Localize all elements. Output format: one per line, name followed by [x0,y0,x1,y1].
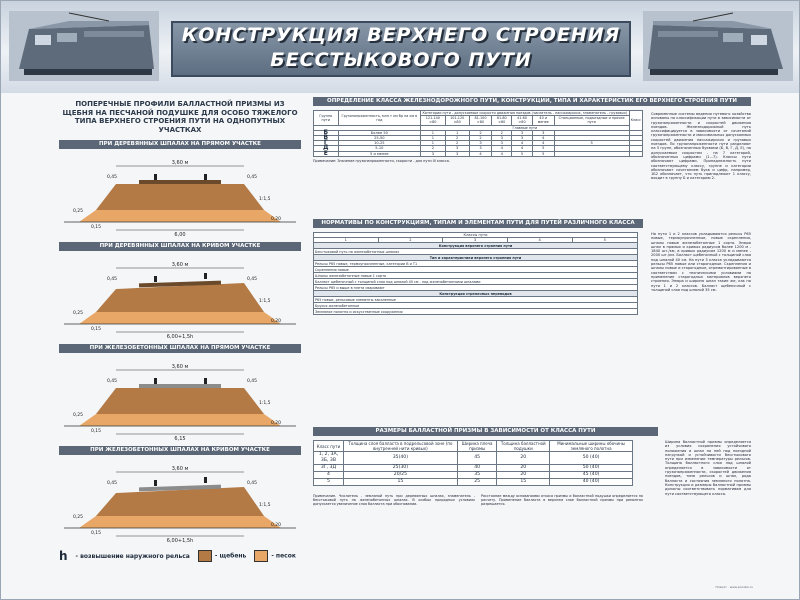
ballast-note-left: Примечание. Числитель - земляной путь при деревянных шпалах, знаменатель - бесстыковой путь на железобетонных шпалах. В особых природных условиях допускается увеличение слоя балласта при обосновании. [313,494,475,506]
row-load: 25-50 [338,136,421,141]
title-line-1: КОНСТРУКЦИЯ ВЕРХНЕГО СТРОЕНИЯ [181,24,621,46]
norms-row-text: Рельсы Р65 новые, термоупрочненные, категории В и Т1 [314,261,638,267]
norms-row-text: Рельсы Р65 и выше в плети сваривают [314,285,638,291]
ballast-cell: 20 [497,472,550,479]
profile-heading: ПРИ ДЕРЕВЯННЫХ ШПАЛАХ НА ПРЯМОМ УЧАСТКЕ [59,140,301,149]
row-value: 4 [492,146,512,151]
dim-side-right: 0,45 [247,277,258,282]
class-side-text: Современные системы ведения путевого хозяйства основаны на классификации пути в зависимости от грузонапряженности и скоростей движения поездов. Железнодорожный путь классифицируется в зависимости от сочетаний грузонапряженности и максимальных допускаемых скоростей движения пассажирских и грузовых поездов. По грузонапряженности пути разделяют на 5 групп, обозначенных буквами (Б, В, Г, Д, Е), по допускаемым скоростям - на 7 категорий, обозначенных цифрами (1...7). Классы пути обозначают цифрами. Принадлежность пути соответствующему классу, группе и категории обозначают сочетанием букв и цифр, например, 1Б2 обозначает, что путь принадлежит 1 классу, входит в группу Б и категорию 2. [651,112,751,181]
ballast-cell: 3Г, 3Д [314,465,344,472]
ballast-side-text: Ширина балластной призмы определяется из условия сохранения устойчивого положения и шпал на ней под поездной нагрузкой и устойчивости бесстыкового пути при изменении температуры рельсов. Толщина балластного слоя под шпалой определяется в зависимости от грузонапряженности, скоростей движения поездов, типа рельсов и шпал, рода балласта и состояния земляного полотна. Конструкция и размеры балластной призмы должны соответствовать нормативам для пути соответствующего класса. [665,440,751,496]
row-value: 3 [469,141,491,146]
row-value: 5 [554,141,629,146]
ballast-row [314,472,633,479]
row-value: 3 [492,136,512,141]
legend [59,545,309,567]
row-value: 5 [532,146,554,151]
row-value: 3 [445,151,469,156]
legend-h-symbol: h [59,549,68,563]
dim-sand: 0,20 [271,421,282,426]
dim-h1: 0,15 [91,327,102,332]
gravel-label: - щебень [214,552,247,560]
row-value: 3 [469,146,491,151]
ballast-cell: 20 [497,452,550,465]
dim-h1: 0,15 [91,531,102,536]
norms-row-text: Брусья железобетонные [314,303,638,309]
dim-sand: 0,20 [271,217,282,222]
row-group: В [314,136,339,141]
ballast-cell: 25 [457,479,496,486]
profiles-column [59,97,301,557]
title-line-2: БЕССТЫКОВОГО ПУТИ [270,49,532,71]
ballast-header: Толщина балластной подушки [497,441,550,452]
norms-table [313,232,638,315]
ballast-cell: 20/25 [343,472,457,479]
ballast-cell: 45 (40) [550,472,633,479]
profiles-list [59,140,301,546]
ballast-section [313,427,751,506]
sleeper [139,180,221,184]
ballast-cell: 15 [497,479,550,486]
row-value: 2 [469,130,491,135]
ballast-cell: 40 (40) [550,479,633,486]
rail [204,273,207,279]
rail [204,378,207,384]
row-group: Д [314,146,339,151]
col-class: Класс [629,111,642,131]
class-note: Примечание: Значение грузонапряженности, скорости - для пути III класса. [313,158,450,163]
norms-side-text: На пути 1 и 2 классов укладываются рельсы Р65 новые, термоупрочненные, новые скрепления, шпалы новые железобетонные 1 сорта. Эпюра шпал в прямых и кривых радиусом более 1200 м - 1840 шт./км, в кривых радиусом 1200 м и менее - 2000 шт./км. Балласт щебеночный с толщиной слоя под шпалой 40 см. На пути 3 класса укладываются рельсы Р65 новые или старогодные. Скрепления и шпалы новые и старогодные, отремонтированные в соответствии с техническими условиями на применение старогодных материалов верхнего строения. Эпюра и ширина шпал такие же, как на пути 1 и 2 классов. Балласт щебеночный с толщиной слоя под шпалой 35 см. [651,232,751,292]
gravel-layer [96,283,264,312]
gravel-layer [96,487,264,516]
dim-h1: 0,15 [91,225,102,230]
norms-class-col: 3 [443,238,508,243]
profile-4 [59,446,301,546]
dim-top-label: 3,60 м [171,262,189,268]
ballast-cell: 5 [314,479,344,486]
title-plate [171,21,631,77]
row-load: 10-25 [338,141,421,146]
rail [204,477,207,483]
dim-shoulder: 0,25 [73,515,84,520]
ballast-section-heading: РАЗМЕРЫ БАЛЛАСТНОЙ ПРИЗМЫ В ЗАВИСИМОСТИ ОТ КЛАССА ПУТИ [313,427,658,436]
dim-slope: 1:1,5 [259,299,271,304]
locomotive-left-illustration [9,11,159,81]
dim-side-right: 0,45 [247,175,258,180]
sand-layer [79,414,281,426]
dim-side-left: 0,45 [107,277,118,282]
ballast-cell: 1, 2, 3А, 3Б, 3В [314,452,344,465]
row-value: 3 [512,136,532,141]
row-value: 3 [445,146,469,151]
norms-row-heading: Конструкция верхнего строения пути [314,243,638,249]
ballast-cell: 20 [497,465,550,472]
norms-row-text: Балласт щебеночный с толщиной слоя под шпалой 40 см - под железобетонными шпалами [314,279,638,285]
dim-side-left: 0,45 [107,379,118,384]
speed-header: 41-60 >80 [512,116,532,125]
dim-base-label: 6,00 [174,232,186,238]
profile-heading: ПРИ ДЕРЕВЯННЫХ ШПАЛАХ НА КРИВОМ УЧАСТКЕ [59,242,301,251]
ballast-header: Минимальные ширины обочины земляного полотна [550,441,633,452]
row-value: 1 [421,136,445,141]
profile-diagram [59,150,301,238]
ballast-notes [313,494,643,506]
profile-heading: ПРИ ЖЕЛЕЗОБЕТОННЫХ ШПАЛАХ НА ПРЯМОМ УЧАСТКЕ [59,344,301,353]
gravel-layer [96,184,264,210]
class-section [313,97,751,181]
dim-shoulder: 0,25 [73,209,84,214]
norms-row-heading: Тип и характеристики верхнего строения пути [314,255,638,261]
row-value: 3 [532,130,554,135]
ballast-row [314,479,633,486]
speed-header: Станционные, подъездные и прочие пути [554,116,629,125]
row-value: 2 [469,136,491,141]
dim-slope: 1:1,5 [259,197,271,202]
rail [154,378,157,384]
row-value: 3 [421,151,445,156]
legend-h-label: - возвышение наружного рельса [75,552,190,560]
dim-h1: 0,15 [91,429,102,434]
dim-sand: 0,20 [271,319,282,324]
col-load: Грузонапряженность, млн т км бр на км в год [338,111,421,126]
speed-header: 101-120 >80 [445,116,469,125]
ballast-cell: 50 (40) [550,465,633,472]
row-value: 4 [469,151,491,156]
row-value: 2 [421,146,445,151]
row-value: 3 [492,141,512,146]
tables-column [313,97,751,589]
ballast-row [314,465,633,472]
ballast-cell: 35 [457,472,496,479]
row-group: Е [314,151,339,156]
profile-2 [59,242,301,342]
row-group: Б [314,130,339,135]
norms-row [314,309,638,315]
rail [154,174,157,180]
norms-section [313,219,751,314]
dim-slope: 1:1,5 [259,401,271,406]
rail [154,276,157,282]
row-load: 5 и менее [338,151,421,156]
profile-3 [59,344,301,444]
dim-side-right: 0,45 [247,379,258,384]
sand-layer [79,210,281,222]
ballast-cell: 50 (40) [550,452,633,465]
row-value [554,151,629,156]
speed-header: 40 и менее [532,116,554,125]
norms-row-text: Скрепления новые [314,267,638,273]
row-value: 4 [532,136,554,141]
dim-slope: 1:1,5 [259,503,271,508]
ballast-cell: 25(30) [343,465,457,472]
gravel-swatch [198,550,212,562]
dim-base-label: 6,15 [174,436,186,442]
speed-header: 81-100 >80 [469,116,491,125]
ballast-table-body [314,452,633,486]
row-value: 5 [532,151,554,156]
legend-sand [254,550,296,562]
sand-layer [79,312,281,324]
ballast-header: Класс пути [314,441,344,452]
norms-row-text: Р65 новые, рельсовые элементы закаленные [314,297,638,303]
row-class-cell [629,151,642,156]
norms-class-header: Классы пути [314,233,638,238]
dim-shoulder: 0,25 [73,413,84,418]
rail [204,174,207,180]
ballast-cell: 35(40) [343,452,457,465]
norms-row-heading: Конструкция стрелочных переводов [314,291,638,297]
ballast-note-right: Расстояние между основаниями откоса призмы и балластной подушки определяется по расчету. Применение балласта в верхнем слое балластной призмы при ремонтах разрешается. [481,494,643,506]
sleeper [139,384,221,388]
row-value: 2 [492,130,512,135]
row-value: 4 [492,151,512,156]
sand-label: - песок [271,552,296,560]
footer-text: Плакат · www.pooster.ru [715,585,753,589]
locomotive-right-illustration [643,11,793,81]
ballast-cell: 15 [343,479,457,486]
profile-1 [59,140,301,240]
dim-base-label: 6,00+1,5h [166,538,194,544]
ballast-header: Ширина плеча призмы [457,441,496,452]
row-value: 4 [512,141,532,146]
ballast-header-row [314,441,633,452]
legend-gravel [198,550,246,562]
header-banner [1,1,800,93]
dim-sand: 0,20 [271,523,282,528]
ballast-cell: 40 [457,465,496,472]
ballast-row [314,452,633,465]
rail [154,480,157,486]
col-group: Группа пути [314,111,339,126]
norms-section-heading: НОРМАТИВЫ ПО КОНСТРУКЦИЯМ, ТИПАМ И ЭЛЕМЕНТАМ ПУТИ ДЛЯ ПУТЕЙ РАЗЛИЧНОГО КЛАССА [313,219,643,228]
dim-top-label: 3,60 м [171,466,189,472]
profile-diagram [59,354,301,442]
row-value: 5 [512,151,532,156]
ballast-table [313,440,633,486]
row-value: 4 [512,146,532,151]
class-table [313,110,643,157]
sand-swatch [254,550,268,562]
profile-diagram [59,252,301,340]
row-value: 3 [512,130,532,135]
norms-row-text: Бесстыковой путь на железобетонных шпалах [314,249,638,255]
row-group: Г [314,141,339,146]
class-row [314,151,643,156]
norms-row-text: Земляное полотно и искусственные сооружения [314,309,638,315]
norms-row-text: Шпалы железобетонные новые 1 сорта [314,273,638,279]
row-load: Более 50 [338,130,421,135]
speed-header: 61-80 >80 [492,116,512,125]
sand-layer [79,516,281,528]
row-value: 2 [445,136,469,141]
row-value: 1 [445,130,469,135]
profiles-title: ПОПЕРЕЧНЫЕ ПРОФИЛИ БАЛЛАСТНОЙ ПРИЗМЫ ИЗ ЩЕБНЯ НА ПЕСЧАНОЙ ПОДУШКЕ ДЛЯ ОСОБО ТЯЖЕЛОГО ТИПА ВЕРХНЕГО СТРОЕНИЯ ПУТИ НА ОДНОПУТНЫХ УЧАСТКАХ [62,100,298,134]
speed-header: 121-140 >80 [421,116,445,125]
dim-top-label: 3,60 м [171,364,189,370]
ballast-table-wrap [313,440,643,506]
dim-base-label: 6,00+1,5h [166,334,194,340]
dim-top-label: 3,60 м [171,160,189,166]
profile-heading: ПРИ ЖЕЛЕЗОБЕТОННЫХ ШПАЛАХ НА КРИВОМ УЧАСТКЕ [59,446,301,455]
norms-class-col: 2 [378,238,443,243]
class-table-body [314,130,643,156]
ballast-cell: 45 [457,452,496,465]
class-table-wrap [313,110,643,163]
row-groups-label: Главные пути [421,125,629,130]
dim-side-left: 0,45 [107,481,118,486]
dim-side-right: 0,45 [247,481,258,486]
norms-class-col: 5 [572,238,638,243]
class-section-heading: ОПРЕДЕЛЕНИЕ КЛАССА ЖЕЛЕЗНОДОРОЖНОГО ПУТИ, КОНСТРУКЦИИ, ТИПА И ХАРАКТЕРИСТИК ЕГО ВЕРХНЕГО СТРОЕНИЯ ПУТИ [313,97,751,106]
norms-table-wrap [313,232,638,315]
norms-table-body [314,243,638,315]
dim-side-left: 0,45 [107,175,118,180]
gravel-layer [96,388,264,414]
row-value: 1 [421,130,445,135]
row-value: 2 [445,141,469,146]
ballast-header: Толщина слоя балласта в подрельсовой зоне (по внутренней нити кривых) [343,441,457,452]
ballast-cell: 4 [314,472,344,479]
row-load: 5-10 [338,146,421,151]
norms-class-col: 1 [314,238,379,243]
dim-shoulder: 0,25 [73,311,84,316]
row-value: 1 [421,141,445,146]
norms-class-col: 4 [507,238,572,243]
row-value: 4 [532,141,554,146]
profile-diagram [59,456,301,544]
col-speeds: Категории пути - допускаемые скорости движения поездов (числитель - пассажирских, знаменатель - грузовых) [422,111,628,115]
